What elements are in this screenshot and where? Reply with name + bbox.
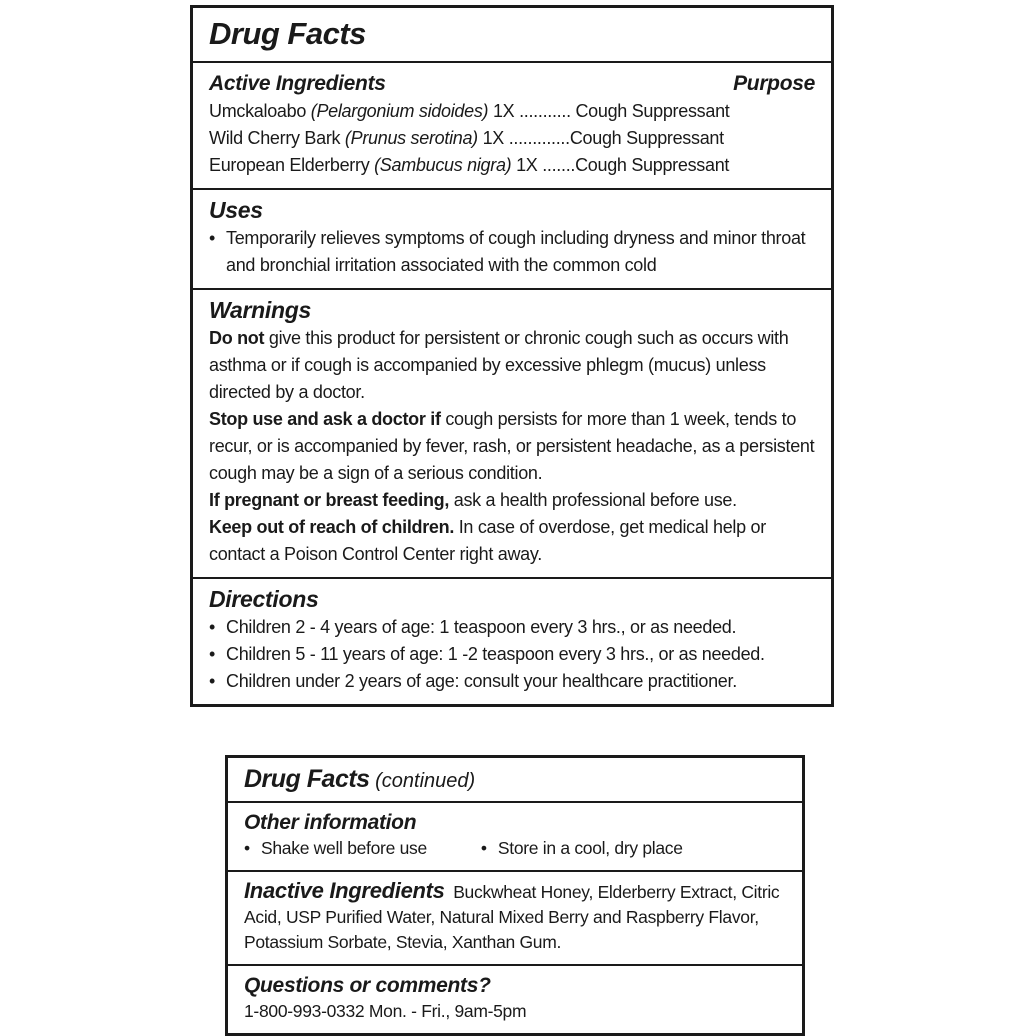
directions-bullet-text: Children 2 - 4 years of age: 1 teaspoon every 3 hrs., or as needed.: [226, 617, 737, 637]
drug-facts-title: Drug Facts: [209, 16, 366, 51]
directions-heading: Directions: [209, 586, 319, 612]
purpose-heading: Purpose: [733, 72, 815, 95]
continued-label: (continued): [369, 770, 476, 792]
uses-bullet: [209, 225, 815, 279]
bullet-icon: [244, 836, 261, 861]
other-information-bullet-text: Store in a cool, dry place: [497, 838, 683, 858]
active-ingredient-row: [209, 125, 815, 152]
active-ingredient-row: [209, 152, 815, 179]
directions-bullet: [209, 614, 815, 641]
questions-section: [228, 964, 802, 1033]
drug-facts-continued-title: Drug Facts: [244, 765, 370, 793]
other-information-bullet: [481, 836, 683, 861]
drug-facts-continued-panel: [225, 755, 805, 1036]
warnings-heading: Warnings: [209, 297, 311, 323]
warning-paragraph: [209, 325, 815, 406]
ingredient-purpose: 1X .......Cough Suppressant: [511, 155, 730, 175]
other-information-section: [228, 801, 802, 870]
ingredient-purpose: 1X .............Cough Suppressant: [477, 128, 724, 148]
warning-lead: Do not: [209, 328, 265, 348]
active-ingredients-header: [209, 69, 815, 98]
ingredient-latin-name: (Sambucus nigra): [374, 155, 512, 175]
warning-paragraph: [209, 406, 815, 487]
ingredient-latin-name: (Pelargonium sidoides): [310, 101, 489, 121]
ingredient-purpose: 1X ........... Cough Suppressant: [488, 101, 730, 121]
uses-section: [193, 188, 831, 288]
warning-text: In case of overdose, get medical help or contact a Poison Control Center right away.: [209, 517, 766, 564]
ingredient-name: Wild Cherry Bark: [209, 128, 345, 148]
warning-lead: If pregnant or breast feeding,: [209, 490, 450, 510]
drug-facts-title-bar: [193, 8, 831, 61]
drug-facts-panel: [190, 5, 834, 707]
other-information-bullet-text: Shake well before use: [261, 838, 427, 858]
other-information-heading: Other information: [244, 811, 417, 834]
ingredient-latin-name: (Prunus serotina): [344, 128, 478, 148]
warning-lead: Keep out of reach of children.: [209, 517, 455, 537]
ingredient-name: Umckaloabo: [209, 101, 311, 121]
warning-text: give this product for persistent or chronic cough such as occurs with asthma or if cough is accompanied by excessive phlegm (mucus) unless directed by a doctor.: [209, 328, 789, 402]
warnings-section: [193, 288, 831, 577]
other-information-bullet: [244, 836, 427, 861]
inactive-ingredients-section: [228, 870, 802, 964]
inactive-ingredients-text: Buckwheat Honey, Elderberry Extract, Citric Acid, USP Purified Water, Natural Mixed Berry and Raspberry Flavor, Potassium Sorbate, Stevia, Xanthan Gum.: [244, 882, 780, 952]
warning-paragraph: [209, 514, 815, 568]
bullet-icon: [209, 225, 226, 279]
uses-heading: Uses: [209, 197, 263, 223]
active-ingredients-heading: Active Ingredients: [209, 72, 386, 95]
directions-section: [193, 577, 831, 704]
directions-bullet-text: Children under 2 years of age: consult your healthcare practitioner.: [226, 671, 737, 691]
inactive-ingredients-heading: Inactive Ingredients: [244, 878, 445, 903]
directions-bullet: [209, 641, 815, 668]
bullet-icon: [209, 641, 226, 668]
directions-bullet-text: Children 5 - 11 years of age: 1 -2 teaspoon every 3 hrs., or as needed.: [226, 644, 765, 664]
drug-facts-continued-title-bar: [228, 758, 802, 801]
warning-lead: Stop use and ask a doctor if: [209, 409, 441, 429]
active-ingredients-section: [193, 61, 831, 188]
active-ingredient-row: [209, 98, 815, 125]
uses-bullet-text: Temporarily relieves symptoms of cough including dryness and minor throat and bronchial irritation associated with the common cold: [226, 228, 806, 275]
ingredient-name: European Elderberry: [209, 155, 375, 175]
questions-heading: Questions or comments?: [244, 974, 491, 997]
directions-bullet: [209, 668, 815, 695]
bullet-icon: [209, 668, 226, 695]
warning-text: cough persists for more than 1 week, tends to recur, or is accompanied by fever, rash, or persistent headache, as a persistent cough may be a sign of a serious condition.: [209, 409, 815, 483]
warning-paragraph: [209, 487, 815, 514]
inactive-ingredients-paragraph: [244, 878, 786, 955]
other-information-bullets: [244, 836, 786, 861]
warning-text: ask a health professional before use.: [449, 490, 737, 510]
questions-phone-text: 1-800-993-0332 Mon. - Fri., 9am-5pm: [244, 1001, 527, 1021]
bullet-icon: [209, 614, 226, 641]
bullet-icon: [481, 836, 498, 861]
